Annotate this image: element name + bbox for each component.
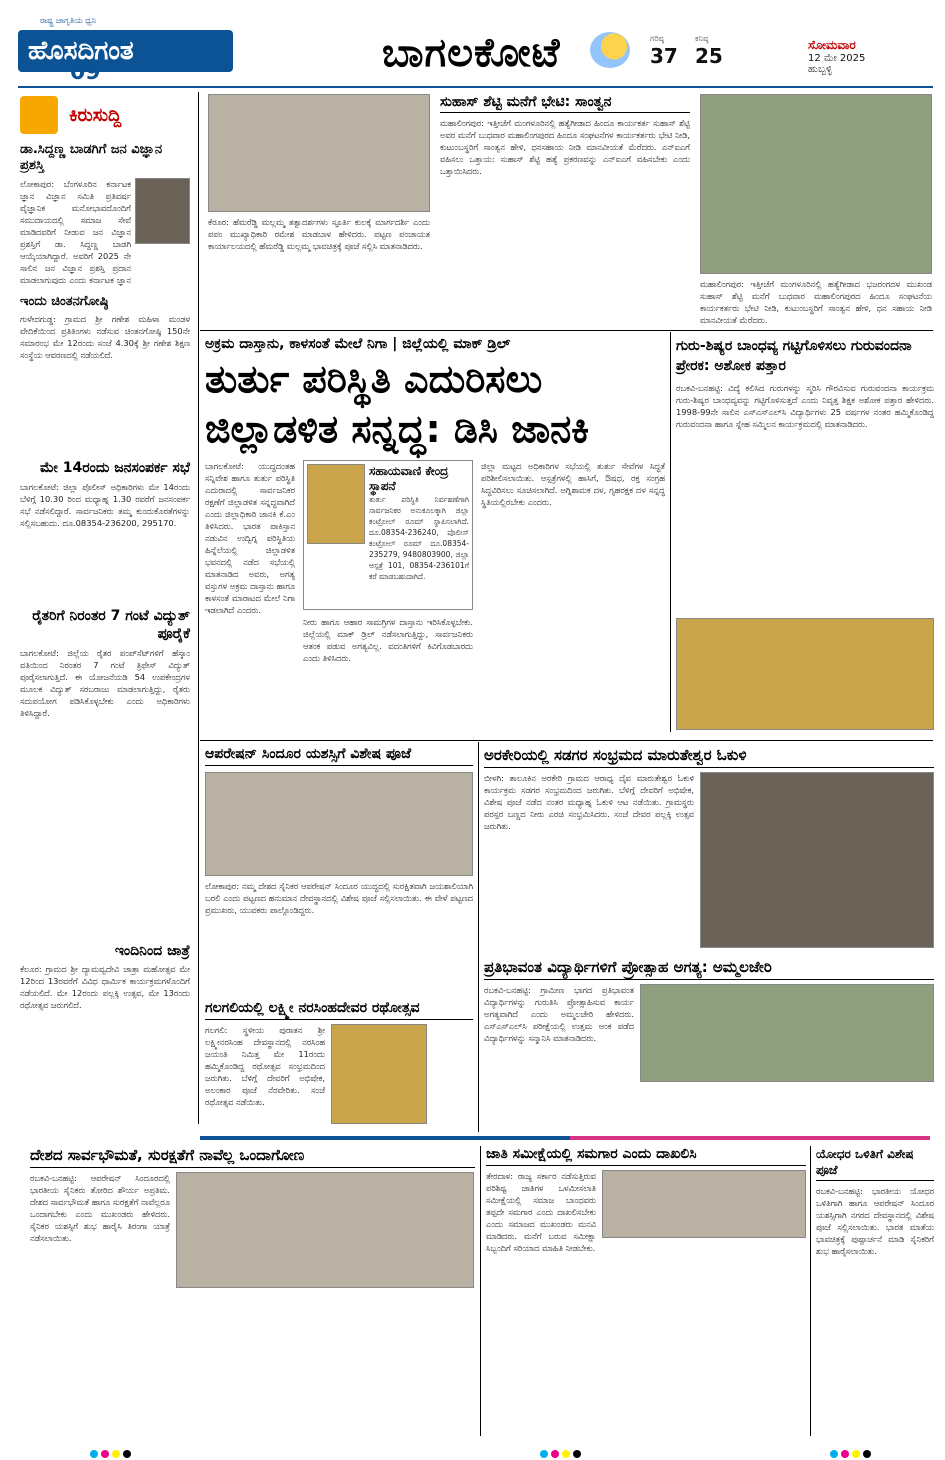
news-photo — [700, 94, 932, 274]
day-label: ಸೋಮವಾರ — [808, 38, 856, 52]
lead-headline-2: ಜಿಲ್ಲಾಡಳಿತ ಸನ್ನದ್ಧ: ಡಿಸಿ ಜಾನಕಿ — [205, 407, 590, 451]
lead-kicker: ಅಕ್ರಮ ದಾಸ್ತಾನು, ಕಾಳಸಂತೆ ಮೇಲೆ ನಿಗಾ | ಜಿಲ್ಲೆಯಲ್ಲಿ ಮಾಕ್ ಡ್ರಿಲ್ — [205, 336, 511, 352]
brand-tagline: ರಾಷ್ಟ್ರ ಜಾಗೃತಿಯ ಧ್ವನಿ — [40, 16, 97, 25]
brief-text: ಬಾಗಲಕೋಟೆ: ಜಿಲ್ಲಾ ಪೊಲೀಸ್ ಅಧಿಕಾರಿಗಳು ಮೇ 14ರಂದು ಬೆಳಿಗ್ಗೆ 10.30 ರಿಂದ ಮಧ್ಯಾಹ್ನ 1.30 ರವರೆಗೆ ಜನಸಂಪರ್ಕ ಸಭೆ ನಡೆಸಲಿದ್ದಾರೆ. ಸಾರ್ವಜನಿಕರು ತಮ್ಮ ಕುಂದುಕೊರತೆಗಳನ್ನು ಸಲ್ಲಿಸಬಹುದು. ದೂ.08354-236200, 295170. — [20, 482, 190, 528]
lead-text: ನೀರು ಹಾಗೂ ಆಹಾರ ಸಾಮಗ್ರಿಗಳ ದಾಸ್ತಾನು ಇರಿಸಿಕೊಳ್ಳಬೇಕು. ಜಿಲ್ಲೆಯಲ್ಲಿ ಮಾಕ್ ಡ್ರಿಲ್ ನಡೆಸಲಾಗುತ್ತಿದ್ದು, ಸಾರ್ವಜನಿಕರು ಆತಂಕ ಪಡುವ ಅಗತ್ಯವಿಲ್ಲ. ವದಂತಿಗಳಿಗೆ ಕಿವಿಗೊಡಬಾರದು ಎಂದು ತಿಳಿಸಿದರು. — [303, 617, 473, 663]
masthead — [0, 0, 945, 92]
row-divider — [200, 740, 933, 741]
max-temp-value: 37 — [650, 44, 678, 68]
column-divider — [198, 92, 199, 1124]
dc-photo — [307, 464, 365, 544]
column-divider — [670, 332, 671, 732]
brief-text: ಕೆಲೂರ: ಗ್ರಾಮದ ಶ್ರೀ ದ್ಯಾಮವ್ವದೇವಿ ಜಾತ್ರಾ ಮಹೋತ್ಸವ ಮೇ 12ರಿಂದ 13ರವರೆಗೆ ವಿವಿಧ ಧಾರ್ಮಿಕ ಕಾರ್ಯಕ್ರಮಗಳೊಂದಿಗೆ ನಡೆಯಲಿದೆ. ಮೇ 12ರಂದು ಪಲ್ಲಕ್ಕಿ ಉತ್ಸವ, ಮೇ 13ರಂದು ರಥೋತ್ಸವ ಜರುಗಲಿದೆ. — [20, 964, 190, 1010]
max-temp-label: ಗರಿಷ್ಠ — [650, 34, 664, 43]
cyan-dot — [540, 1450, 548, 1458]
photo-caption: ಮಹಾಲಿಂಗಪುರ: ಇತ್ತೀಚೆಗೆ ಮಂಗಳೂರಿನಲ್ಲಿ ಹತ್ಯೆಗೀಡಾದ ಭಜರಂಗದಳ ಮುಖಂಡ ಸುಹಾಸ್ ಶೆಟ್ಟಿ ಮನೆಗೆ ಬುಧವಾರ ಮಹಾಲಿಂಗಪುರದ ಹಿಂದೂ ಸಂಘಟನೆಯ ಕಾರ್ಯಕರ್ತರು ಭೇಟಿ ನೀಡಿ, ಕುಟುಂಬಸ್ಥರಿಗೆ ಸಾಂತ್ವನ ಹೇಳಿ, ಧನ ಸಹಾಯ ನೀಡಿ ಮಾನವೀಯತೆ ಮೆರೆದರು. — [700, 279, 932, 325]
black-dot — [123, 1450, 131, 1458]
max-temp — [650, 34, 678, 68]
story-text: ಲೋಕಾಪುರ: ನಮ್ಮ ದೇಶದ ಸೈನಿಕರ ಆಪರೇಷನ್ ಸಿಂದೂರ ಯುದ್ಧದಲ್ಲಿ ಸುರಕ್ಷಿತವಾಗಿ ಜಯಶಾಲಿಯಾಗಿ ಬರಲಿ ಎಂದು ಪಟ್ಟಣದ ಹನುಮಾನ ದೇವಸ್ಥಾನದಲ್ಲಿ ವಿಶೇಷ ಪೂಜೆ ಸಲ್ಲಿಸಲಾಯಿತು. ಈ ವೇಳೆ ಪಟ್ಟಣದ ಪ್ರಮುಖರು, ಯುವಕರು ಪಾಲ್ಗೊಂಡಿದ್ದರು. — [205, 881, 473, 915]
column-divider — [478, 742, 479, 1132]
brief-title: ಇಂದಿನಿಂದ ಜಾತ್ರೆ — [114, 943, 190, 959]
row-divider — [200, 330, 933, 331]
story-title: ಪ್ರತಿಭಾವಂತ ವಿದ್ಯಾರ್ಥಿಗಳಿಗೆ ಪ್ರೋತ್ಸಾಹ ಅಗತ್ಯ: ಅಮ್ಮಲಜೇರಿ — [484, 958, 934, 980]
section-title: ಕಿರುಸುದ್ದಿ — [69, 104, 122, 126]
news-photo — [676, 618, 934, 730]
story-title: ಯೋಧರ ಒಳಿತಿಗೆ ವಿಶೇಷ ಪೂಜೆ — [816, 1146, 934, 1181]
color-bar — [570, 1136, 930, 1140]
story-title: ಜಾತಿ ಸಮೀಕ್ಷೆಯಲ್ಲಿ ಸಮಗಾರ ಎಂದು ದಾಖಲಿಸಿ — [486, 1146, 806, 1166]
story-title: ಗುರು-ಶಿಷ್ಯರ ಬಾಂಧವ್ಯ ಗಟ್ಟಿಗೊಳಿಸಲು ಗುರುವಂದನಾ ಪ್ರೇರಕ: ಅಶೋಕ ಪತ್ತಾರ — [676, 338, 912, 374]
hand-icon — [20, 96, 58, 134]
story-pratibha — [484, 958, 934, 1128]
registration-marks — [830, 1443, 874, 1460]
helpline-box — [303, 460, 473, 610]
story-text: ರಬಕವಿ-ಬನಹಟ್ಟಿ: ಗ್ರಾಮೀಣ ಭಾಗದ ಪ್ರತಿಭಾವಂತ ವಿದ್ಯಾರ್ಥಿಗಳನ್ನು ಗುರುತಿಸಿ ಪ್ರೋತ್ಸಾಹಿಸುವ ಕಾರ್ಯ ಅಗತ್ಯವಾಗಿದೆ ಎಂದು ಅಮ್ಮಲಜೇರಿ ಹೇಳಿದರು. ಎಸ್‌ಎಸ್‌ಎಲ್‌ಸಿ ಪರೀಕ್ಷೆಯಲ್ಲಿ ಉತ್ತಮ ಅಂಕ ಪಡೆದ ವಿದ್ಯಾರ್ಥಿಗಳನ್ನು ಸನ್ಮಾನಿಸಿ ಮಾತನಾಡಿದರು. — [484, 985, 634, 1043]
brief-text: ಲೋಕಾಪುರ: ಬೆಂಗಳೂರಿನ ಕರ್ನಾಟಕ ಜ್ಞಾನ ವಿಜ್ಞಾನ ಸಮಿತಿ ಪ್ರತಿವರ್ಷ ವೈಜ್ಞಾನಿಕ ಮನೋಭಾವದೊಂದಿಗೆ ಸಮುದಾಯದಲ್ಲಿ ಸಮಾಜ ಸೇವೆ ಮಾಡಿದವರಿಗೆ ನೀಡುವ ಜನ ವಿಜ್ಞಾನ ಪ್ರಶಸ್ತಿಗೆ ಡಾ. ಸಿದ್ದಣ್ಣ ಬಾಡಗಿ ಆಯ್ಕೆಯಾಗಿದ್ದಾರೆ. ಅವರಿಗೆ 2025 ನೇ ಸಾಲಿನ ಜನ ವಿಜ್ಞಾನ ಪ್ರಶಸ್ತಿ ಪ್ರದಾನ ಮಾಡಲಾಗುವುದು ಎಂದು ಕರ್ನಾಟಕ ಜ್ಞಾನ — [20, 179, 131, 285]
magenta-dot — [101, 1450, 109, 1458]
min-temp-value: 25 — [695, 44, 723, 68]
story-text: ಮಹಾಲಿಂಗಪುರ: ಇತ್ತೀಚೆಗೆ ಮಂಗಳೂರಿನಲ್ಲಿ ಹತ್ಯೆಗೀಡಾದ ಹಿಂದೂ ಕಾರ್ಯಕರ್ತ ಸುಹಾಸ್ ಶೆಟ್ಟಿ ಅವರ ಮನೆಗೆ ಬುಧವಾರ ಮಹಾಲಿಂಗಪುರದ ಹಿಂದೂ ಸಂಘಟನೆಗಳ ಕಾರ್ಯಕರ್ತರು ಭೇಟಿ ನೀಡಿ, ಕುಟುಂಬಸ್ಥರಿಗೆ ಸಾಂತ್ವನ ಹೇಳಿ, ಧನಸಹಾಯ ನೀಡಿ ಮಾನವೀಯತೆ ಮೆರೆದರು. ಎನ್‌ಐಎಗೆ ವಹಿಸಲು ಒತ್ತಾಯ: ಸುಹಾಸ್ ಶೆಟ್ಟಿ ಹತ್ಯೆ ಪ್ರಕರಣವನ್ನು ಎನ್‌ಐಎಗೆ ವಹಿಸಬೇಕು ಎಂದು ಒತ್ತಾಯಿಸಿದರು. — [440, 118, 690, 176]
news-photo — [640, 984, 934, 1082]
lead-story — [205, 336, 665, 736]
yellow-dot — [562, 1450, 570, 1458]
brief-text: ಬಾಗಲಕೋಟೆ: ಜಿಲ್ಲೆಯ ರೈತರ ಪಂಪ್‌ಸೆಟ್‌ಗಳಿಗೆ ಹೆಸ್ಕಾಂ ವತಿಯಿಂದ ನಿರಂತರ 7 ಗಂಟೆ ತ್ರಿಫೇಸ್ ವಿದ್ಯುತ್ ಪೂರೈಸಲಾಗುತ್ತಿದೆ. ಈ ಯೋಜನೆಯಡಿ 54 ಉಪಕೇಂದ್ರಗಳ ಮೂಲಕ ವಿದ್ಯುತ್ ಸರಬರಾಜು ಮಾಡಲಾಗುತ್ತಿದ್ದು, ರೈತರು ಸದುಪಯೋಗ ಪಡಿಸಿಕೊಳ್ಳಬೇಕು ಎಂದು ಅಧಿಕಾರಿಗಳು ತಿಳಿಸಿದ್ದಾರೆ. — [20, 648, 190, 718]
news-photo — [176, 1172, 474, 1288]
story-text: ರಬಕವಿ-ಬನಹಟ್ಟಿ: ವಿದ್ಯೆ ಕಲಿಸಿದ ಗುರುಗಳನ್ನು ಸ್ಮರಿಸಿ ಗೌರವಿಸುವ ಗುರುವಂದನಾ ಕಾರ್ಯಕ್ರಮ ಗುರು-ಶಿಷ್ಯರ ಬಾಂಧವ್ಯವನ್ನು ಗಟ್ಟಿಗೊಳಿಸುತ್ತದೆ ಎಂದು ನಿವೃತ್ತ ಶಿಕ್ಷಕ ಅಶೋಕ ಪತ್ತಾರ ಹೇಳಿದರು. 1998-99ನೇ ಸಾಲಿನ ಎಸ್‌ಎಸ್‌ಎಲ್‌ಸಿ ವಿದ್ಯಾರ್ಥಿಗಳು 25 ವರ್ಷಗಳ ನಂತರ ಹಮ್ಮಿಕೊಂಡಿದ್ದ ಗುರುವಂದನಾ ಹಾಗೂ ಸ್ನೇಹ ಸಮ್ಮಿಲನ ಕಾರ್ಯಕ್ರಮದಲ್ಲಿ ಮಾತನಾಡಿದರು. — [676, 383, 934, 429]
masthead-rule — [18, 86, 933, 88]
story-sindoor — [205, 746, 473, 996]
news-photo — [208, 94, 430, 212]
story-arakeri — [484, 746, 934, 954]
brief-title: ಮೇ 14ರಂದು ಜನಸಂಪರ್ಕ ಸಭೆ — [39, 460, 190, 476]
story-title: ದೇಶದ ಸಾರ್ವಭೌಮತೆ, ಸುರಕ್ಷತೆಗೆ ನಾವೆಲ್ಲ ಒಂದಾಗೋಣ — [30, 1146, 475, 1168]
story-guru — [676, 336, 934, 731]
story-text: ತೇರದಾಳ: ರಾಜ್ಯ ಸರ್ಕಾರ ನಡೆಸುತ್ತಿರುವ ಪರಿಶಿಷ್ಟ ಜಾತಿಗಳ ಒಳಮೀಸಲಾತಿ ಸಮೀಕ್ಷೆಯಲ್ಲಿ ಸಮಾಜ ಬಾಂಧವರು ತಪ್ಪದೇ ಸಮಗಾರ ಎಂದು ದಾಖಲಿಸಬೇಕು ಎಂದು ಸಮಾಜದ ಮುಖಂಡರು ಮನವಿ ಮಾಡಿದರು. ಮನೆಗೆ ಬರುವ ಸಮೀಕ್ಷಾ ಸಿಬ್ಬಂದಿಗೆ ಸರಿಯಾದ ಮಾಹಿತಿ ನೀಡಬೇಕು. — [486, 1171, 596, 1253]
temple-photo — [331, 1024, 427, 1124]
column-divider — [480, 1146, 481, 1436]
black-dot — [573, 1450, 581, 1458]
page-number: 09 — [70, 60, 101, 85]
min-temp — [695, 34, 723, 68]
brief-title: ಡಾ.ಸಿದ್ದಣ್ಣ ಬಾಡಗಿಗೆ ಜನ ವಿಜ್ಞಾನ ಪ್ರಶಸ್ತಿ — [20, 142, 163, 173]
story-title: ಅರಕೇರಿಯಲ್ಲಿ ಸಡಗರ ಸಂಭ್ರಮದ ಮಾರುತೇಶ್ವರ ಓಕುಳಿ — [484, 746, 934, 768]
column-divider — [810, 1146, 811, 1436]
story-galagali — [205, 1000, 473, 1130]
lead-text: ಬಾಗಲಕೋಟೆ: ಯುದ್ಧದಂತಹ ಸನ್ನಿವೇಶ ಹಾಗೂ ತುರ್ತು ಪರಿಸ್ಥಿತಿ ಎದುರಾದಲ್ಲಿ ಸಾರ್ವಜನಿಕರ ರಕ್ಷಣೆಗೆ ಜಿಲ್ಲಾಡಳಿತ ಸನ್ನದ್ಧವಾಗಿದೆ ಎಂದು ಜಿಲ್ಲಾಧಿಕಾರಿ ಜಾನಕಿ ಕೆ.ಎಂ ತಿಳಿಸಿದರು. ಭಾರತ ಪಾಕಿಸ್ತಾನ ನಡುವಿನ ಉದ್ವಿಗ್ನ ಪರಿಸ್ಥಿತಿಯ ಹಿನ್ನೆಲೆಯಲ್ಲಿ ಜಿಲ್ಲಾಡಳಿತ ಭವನದಲ್ಲಿ ನಡೆದ ಸಭೆಯಲ್ಲಿ ಮಾತನಾಡಿದ ಅವರು, ಅಗತ್ಯ ವಸ್ತುಗಳ ಅಕ್ರಮ ದಾಸ್ತಾನು ಹಾಗೂ ಕಾಳಸಂತೆ ಮಾರಾಟದ ಮೇಲೆ ನಿಗಾ ಇಡಲಾಗಿದೆ ಎಂದರು. — [205, 461, 295, 615]
yellow-dot — [112, 1450, 120, 1458]
brief-title: ರೈತರಿಗೆ ನಿರಂತರ 7 ಗಂಟೆ ವಿದ್ಯುತ್ ಪೂರೈಕೆ — [32, 608, 190, 642]
brand-logo: ಹೊಸದಿಗಂತ — [18, 30, 233, 72]
helpline-title: ಸಹಾಯವಾಣಿ ಕೇಂದ್ರ ಸ್ಥಾಪನೆ — [369, 464, 449, 493]
lead-text: ಜಿಲ್ಲಾ ಮಟ್ಟದ ಅಧಿಕಾರಿಗಳ ಸಭೆಯಲ್ಲಿ ತುರ್ತು ಸೇವೆಗಳ ಸಿದ್ಧತೆ ಪರಿಶೀಲಿಸಲಾಯಿತು. ಆಸ್ಪತ್ರೆಗಳಲ್ಲಿ ಹಾಸಿಗೆ, ಔಷಧ, ರಕ್ತ ಸಂಗ್ರಹ ಸಿದ್ಧವಿರಿಸಲು ಸೂಚಿಸಲಾಗಿದೆ. ಅಗ್ನಿಶಾಮಕ ದಳ, ಗೃಹರಕ್ಷಕ ದಳ ಸನ್ನದ್ಧ ಸ್ಥಿತಿಯಲ್ಲಿರಬೇಕು ಎಂದರು. — [481, 461, 665, 507]
cyan-dot — [830, 1450, 838, 1458]
left-column — [20, 96, 190, 1126]
story-title: ಸುಹಾಸ್ ಶೆಟ್ಟಿ ಮನೆಗೆ ಭೇಟಿ: ಸಾಂತ್ವನ — [440, 94, 690, 113]
news-photo — [700, 772, 934, 948]
story-text: ರಬಕವಿ-ಬನಹಟ್ಟಿ: ಆಪರೇಷನ್ ಸಿಂದೂರದಲ್ಲಿ ಭಾರತೀಯ ಸೈನಿಕರು ತೋರಿದ ಶೌರ್ಯ ಅಪ್ರತಿಮ. ದೇಶದ ಸಾರ್ವಭೌಮತೆ ಹಾಗೂ ಸುರಕ್ಷತೆಗೆ ನಾವೆಲ್ಲರೂ ಒಂದಾಗಬೇಕು ಎಂದು ಮುಖಂಡರು ಹೇಳಿದರು. ಸೈನಿಕರ ಯಶಸ್ಸಿಗೆ ಶುಭ ಹಾರೈಸಿ ತಿರಂಗಾ ಯಾತ್ರೆ ನಡೆಸಲಾಯಿತು. — [30, 1173, 170, 1243]
min-temp-label: ಕನಿಷ್ಠ — [695, 34, 709, 43]
story-title: ಆಪರೇಷನ್ ಸಿಂದೂರ ಯಶಸ್ಸಿಗೆ ವಿಶೇಷ ಪೂಜೆ — [205, 746, 473, 766]
portrait-photo — [135, 178, 190, 244]
yellow-dot — [852, 1450, 860, 1458]
kirusuddi-header — [20, 96, 190, 136]
edition-city: ಬಾಗಲಕೋಟೆ — [382, 30, 561, 76]
story-yodha — [816, 1146, 934, 1436]
date-box — [808, 38, 865, 75]
brief-title: ಇಂದು ಚಿಂತನಗೋಷ್ಠಿ — [20, 294, 109, 309]
news-photo — [602, 1170, 806, 1238]
sun-cloud-icon — [590, 32, 630, 68]
magenta-dot — [551, 1450, 559, 1458]
cyan-dot — [90, 1450, 98, 1458]
black-dot — [863, 1450, 871, 1458]
brief-text: ಗುಳೇದಗುಡ್ಡ: ಗ್ರಾಮದ ಶ್ರೀ ಗಣೇಶ ಮಹಿಳಾ ಮಂಡಳ ವೇದಿಕೆಯಿಂದ ಪ್ರತಿತಿಂಗಳು ನಡೆಸುವ ಚಿಂತನಗೋಷ್ಠಿ 150ನೇ ಸಮಾರಂಭ ಮೇ 12ರಂದು ಸಂಜೆ 4.30ಕ್ಕೆ ಶ್ರೀ ಗಣೇಶ ಶಿಕ್ಷಣ ಸಂಸ್ಥೆಯ ಆವರಣದಲ್ಲಿ ನಡೆಯಲಿದೆ. — [20, 314, 190, 360]
story-jaati — [486, 1146, 806, 1436]
color-bar — [200, 1136, 570, 1140]
date-label: 12 ಮೇ 2025 — [808, 53, 866, 64]
story-title: ಗಲಗಲಿಯಲ್ಲಿ ಲಕ್ಷ್ಮೀ ನರಸಿಂಹದೇವರ ರಥೋತ್ಸವ — [205, 1000, 473, 1020]
lead-headline-1: ತುರ್ತು ಪರಿಸ್ಥಿತಿ ಎದುರಿಸಲು — [205, 357, 543, 401]
story-text: ರಬಕವಿ-ಬನಹಟ್ಟಿ: ಭಾರತೀಯ ಯೋಧರ ಒಳಿತಿಗಾಗಿ ಹಾಗೂ ಆಪರೇಷನ್ ಸಿಂದೂರ ಯಶಸ್ಸಿಗಾಗಿ ನಗರದ ದೇವಸ್ಥಾನದಲ್ಲಿ ವಿಶೇಷ ಪೂಜೆ ಸಲ್ಲಿಸಲಾಯಿತು. ಭಾರತ ಮಾತೆಯ ಭಾವಚಿತ್ರಕ್ಕೆ ಪುಷ್ಪಾರ್ಚನೆ ಮಾಡಿ ಸೈನಿಕರಿಗೆ ಶುಭ ಹಾರೈಸಲಾಯಿತು. — [816, 1186, 934, 1256]
story-desha — [30, 1146, 475, 1436]
story-text: ಬೀಳಗಿ: ತಾಲೂಕಿನ ಅರಕೇರಿ ಗ್ರಾಮದ ಆರಾಧ್ಯ ದೈವ ಮಾರುತೇಶ್ವರ ಓಕುಳಿ ಕಾರ್ಯಕ್ರಮ ಸಡಗರ ಸಂಭ್ರಮದಿಂದ ಜರುಗಿತು. ಬೆಳಿಗ್ಗೆ ದೇವರಿಗೆ ಅಭಿಷೇಕ, ವಿಶೇಷ ಪೂಜೆ ನಡೆದ ನಂತರ ಮಧ್ಯಾಹ್ನ ಓಕುಳಿ ಆಟ ನಡೆಯಿತು. ಗ್ರಾಮಸ್ಥರು ಪರಸ್ಪರ ಬಣ್ಣದ ನೀರು ಎರಚಿ ಸಂಭ್ರಮಿಸಿದರು. ಸಂಜೆ ದೇವರ ಪಲ್ಲಕ್ಕಿ ಉತ್ಸವ ಜರುಗಿತು. — [484, 773, 694, 831]
story-suhas — [440, 94, 690, 324]
photo-caption: ಕೆರೂರ: ಹೆಮರೆಡ್ಡಿ ಮಲ್ಲಮ್ಮ ತತ್ವಾದರ್ಶಗಳು ಸ್ಫೂರ್ತಿ ಕುಲಕ್ಕೆ ಮಾರ್ಗದರ್ಶಿ ಎಂದು ಪಪಂ ಮುಖ್ಯಾಧಿಕಾರಿ ರಮೇಶ ಮಾಡಬಾಳ ಹೇಳಿದರು. ಪಟ್ಟಣ ಪಂಚಾಯತ ಕಾರ್ಯಾಲಯದಲ್ಲಿ ಹೆಮರೆಡ್ಡಿ ಮಲ್ಲಮ್ಮ ಭಾವಚಿತ್ರಕ್ಕೆ ಪೂಜೆ ಸಲ್ಲಿಸಿ ಮಾತನಾಡಿದರು. — [208, 217, 430, 251]
magenta-dot — [841, 1450, 849, 1458]
story-text: ಗಲಗಲಿ: ಸ್ಥಳೀಯ ಪುರಾತನ ಶ್ರೀ ಲಕ್ಷ್ಮೀನರಸಿಂಹ ದೇವಸ್ಥಾನದಲ್ಲಿ ನರಸಿಂಹ ಜಯಂತಿ ನಿಮಿತ್ತ ಮೇ 11ರಂದು ಹಮ್ಮಿಕೊಂಡಿದ್ದ ರಥೋತ್ಸವ ಸಂಭ್ರಮದಿಂದ ಜರುಗಿತು. ಬೆಳಿಗ್ಗೆ ದೇವರಿಗೆ ಅಭಿಷೇಕ, ಅಲಂಕಾರ ಪೂಜೆ ನೆರವೇರಿತು. ಸಂಜೆ ರಥೋತ್ಸವ ನಡೆಯಿತು. — [205, 1025, 325, 1107]
registration-marks — [540, 1443, 584, 1460]
registration-marks — [90, 1443, 134, 1460]
news-photo — [205, 772, 473, 876]
helpline-text: ತುರ್ತು ಪರಿಸ್ಥಿತಿ ನಿರ್ವಹಣೆಗಾಗಿ ಸಾರ್ವಜನಿಕರ ಅನುಕೂಲಕ್ಕಾಗಿ ಜಿಲ್ಲಾ ಕಂಟ್ರೋಲ್ ರೂಮ್ ಸ್ಥಾಪಿಸಲಾಗಿದೆ. ದೂ.08354-236240, ಪೊಲೀಸ್ ಕಂಟ್ರೋಲ್ ರೂಮ್ ದೂ.08354-235279, 9480803900, ಜಿಲ್ಲಾ ಆಸ್ಪತ್ರೆ 101, 08354-236101ಗೆ ಕರೆ ಮಾಡಬಹುದಾಗಿದೆ. — [369, 495, 469, 581]
place-label: ಹುಬ್ಬಳ್ಳಿ — [808, 64, 833, 75]
